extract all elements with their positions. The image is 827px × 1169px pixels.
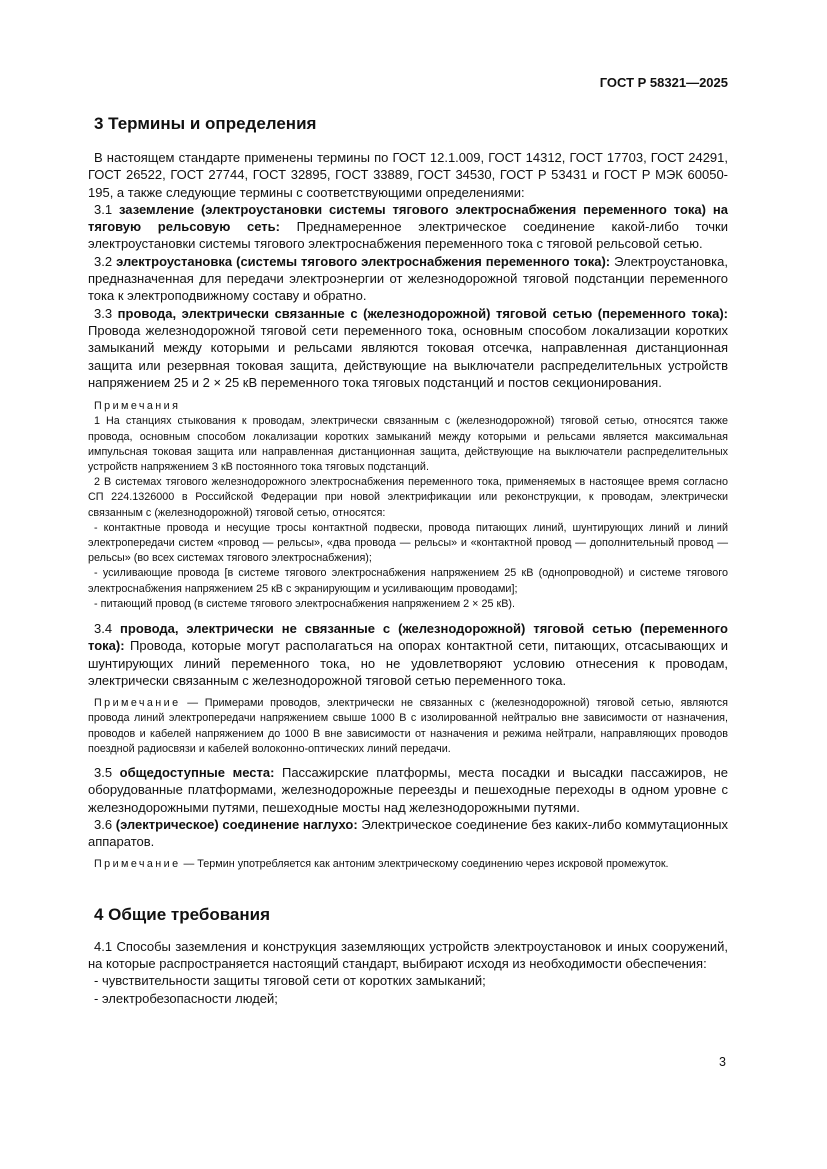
section-4-title: 4 Общие требования	[94, 904, 271, 924]
document-code: ГОСТ Р 58321—2025	[599, 75, 728, 90]
term-name: провода, электрически связанные с (железнодорожной) тяговой сетью (переменного тока):	[117, 305, 728, 321]
term-definition: Пассажирские платформы, места посадки и высадки пассажиров, не оборудованные платформами, железнодорожные переезды и пешеходные переходы в одном уровне с железнодорожными путями, пешеходные мосты над железнодорожными путями.	[88, 765, 728, 815]
note-label: Примечание	[94, 697, 181, 710]
page-content	[88, 114, 728, 1007]
term-definition: Электрическое соединение без каких-либо коммутационных аппаратов.	[88, 816, 728, 850]
page-number: 3	[719, 1055, 726, 1069]
term-3-3	[88, 305, 728, 391]
term-name: (электрическое) соединение наглухо:	[115, 816, 358, 832]
note-3-6	[88, 857, 728, 872]
term-name: электроустановка (системы тягового электроснабжения переменного тока):	[116, 253, 611, 269]
term-definition: Провода железнодорожной тяговой сети переменного тока, основным способом локализации коротких замыканий между которыми и рельсами являются токовая отсечка, направленная дистанционная защита или резервная токовая защита, действующие на выключатели распределительных устройств напряжением 25 и 2 × 25 кВ переменного тока тяговых подстанций и постов секционирования.	[88, 322, 728, 390]
term-3-4	[88, 620, 728, 689]
note-3-4	[88, 696, 728, 757]
note-text: — Примерами проводов, электрически не связанных с (железнодорожной) тяговой сетью, являются провода линий электропередачи напряжением свыше 1000 В с изолированной нейтралью вне зависимости от назначения, проводов и кабелей напряжением до 1000 В вне зависимости от назначения и режима нейтрали, направляющих проводов поездной радиосвязи и кабелей волоконно-оптических линий передачи.	[88, 697, 729, 755]
requirement-item-1: - чувствительности защиты тяговой сети от коротких замыканий;	[94, 973, 486, 989]
term-number: 3.2	[94, 253, 113, 269]
term-number: 3.4	[94, 621, 113, 636]
note-2: 2 В системах тягового железнодорожного электроснабжения переменного тока, применяемых в настоящее время согласно СП 224.1326000 в Российской Федерации при новой электрификации или реконструкции, к проводам, электрически связанным с (железнодорожной) тяговой сетью, относятся:	[88, 476, 728, 519]
term-name: провода, электрически не связанные с (железнодорожной) тяговой сетью (переменного тока):	[88, 621, 728, 654]
term-definition: Преднамеренное электрическое соединение какой-либо точки электроустановки системы тягового электроснабжения переменного тока с тяговой рельсовой сетью.	[88, 219, 728, 252]
note-2-item-1: - контактные провода и несущие тросы контактной подвески, провода питающих линий, шунтирующих линий и линий электропередачи систем «провод — рельсы», «два провода — рельсы» и «контактной провод — дополнительный провод — рельсы» (во всех системах тягового электроснабжения);	[88, 521, 728, 565]
term-number: 3.6	[94, 816, 113, 832]
note-1: 1 На станциях стыкования к проводам, электрически связанным с (железнодорожной) тяговой сетью, относятся также провода, основным способом локализации коротких замыканий между которыми и рельсами является максимальная импульсная токовая защита или направленная дистанционная защита, действующие на выключатели распределительных устройств напряжением 3 кВ постоянного тока тяговых подстанций.	[88, 415, 728, 473]
term-name: общедоступные места:	[119, 765, 275, 780]
term-definition: Электроустановка, предназначенная для передачи электроэнергии от железнодорожной тяговой подстанции переменного тока к электроподвижному составу и обратно.	[88, 253, 728, 304]
section-3-title: 3 Термины и определения	[94, 114, 317, 133]
term-number: 3.3	[94, 305, 113, 321]
paragraph-4-1: 4.1 Способы заземления и конструкция заземляющих устройств электроустановок и иных сооружений, на которые распространяется настоящий стандарт, выбирают исходя из необходимости обеспечения:	[88, 938, 728, 971]
note-2-item-3: - питающий провод (в системе тягового электроснабжения напряжением 2 × 25 кВ).	[94, 597, 516, 610]
requirement-item-2: - электробезопасности людей;	[94, 990, 278, 1006]
term-number: 3.5	[94, 765, 113, 780]
term-3-5	[88, 764, 728, 816]
term-3-2	[88, 253, 728, 305]
notes-heading: Примечания	[94, 400, 181, 413]
term-number: 3.1	[94, 201, 113, 217]
term-3-6	[88, 816, 728, 851]
note-2-item-2: - усиливающие провода [в системе тягового электроснабжения напряжением 25 кВ (однопроводной) и системе тягового электроснабжения напряжением 25 кВ с экранирующим и усиливающим проводами];	[88, 567, 728, 595]
term-name: заземление (электроустановки системы тягового электроснабжения переменного тока) на тяговую рельсовую сеть:	[88, 201, 728, 235]
section-3-intro: В настоящем стандарте применены термины по ГОСТ 12.1.009, ГОСТ 14312, ГОСТ 17703, ГОСТ 24291, ГОСТ 26522, ГОСТ 27744, ГОСТ 32895, ГОСТ 33889, ГОСТ 34530, ГОСТ Р 53431 и ГОСТ Р МЭК 60050-195, а также следующие термины с соответствующими определениями:	[88, 150, 728, 200]
note-label: Примечание	[94, 858, 181, 871]
note-text: — Термин употребляется как антоним электрическому соединению через искровой промежуток.	[183, 858, 669, 871]
term-definition: Провода, которые могут располагаться на опорах контактной сети, питающих, отсасывающих и шунтирующих линий переменного тока, но не удовлетворяют условию отнесения к проводам, электрически связанным с железнодорожной тяговой сетью переменного тока.	[88, 638, 728, 688]
term-3-1	[88, 201, 728, 253]
